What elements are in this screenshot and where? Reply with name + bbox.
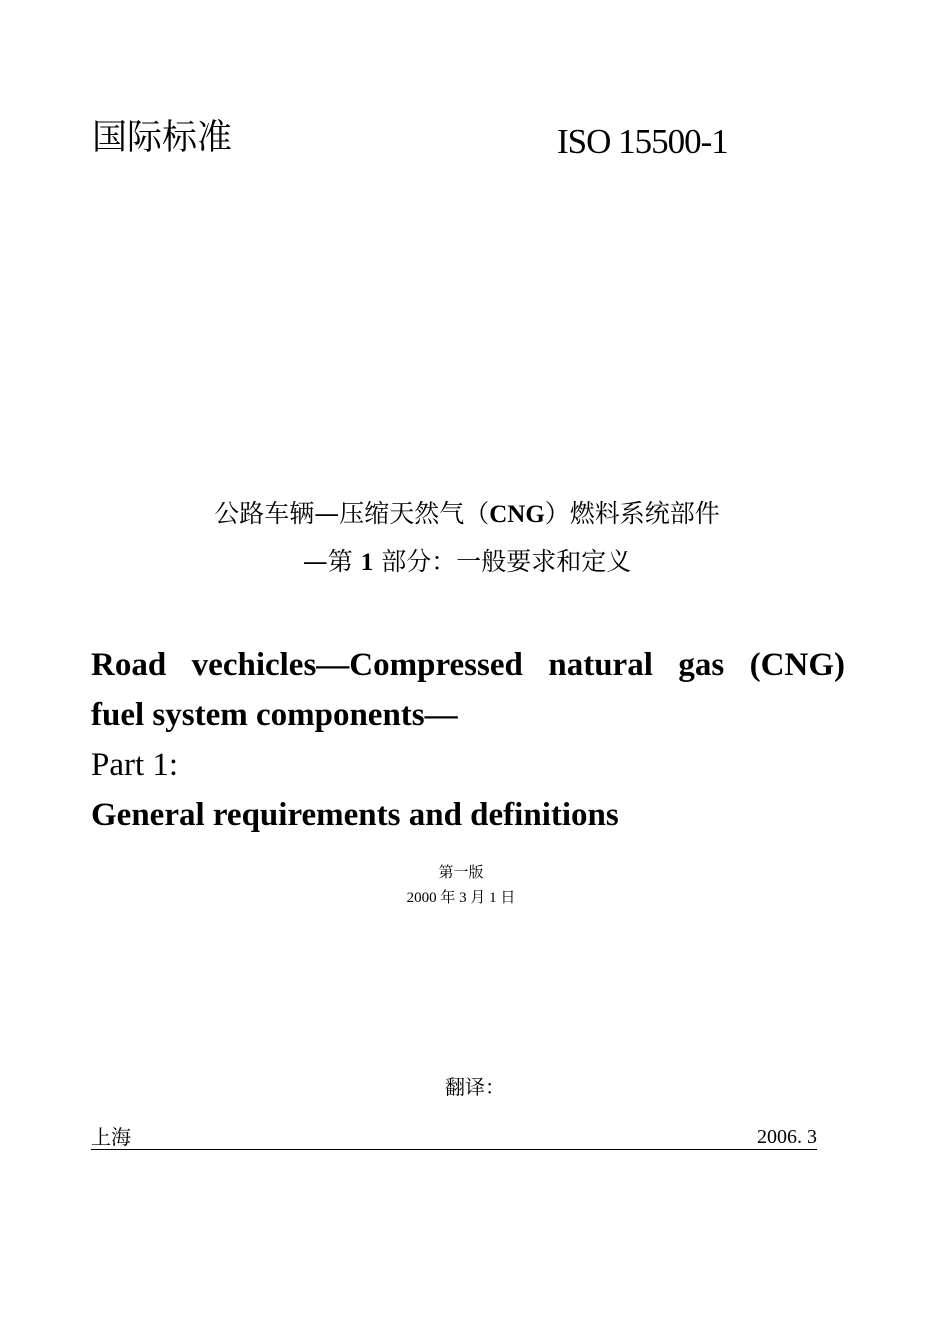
chinese-title-line-2-pre: —第 [302, 547, 361, 576]
chinese-title-line-2-post: 部分：一般要求和定义 [373, 547, 632, 576]
edition-label: 第一版 [438, 865, 484, 881]
english-title [91, 640, 845, 840]
chinese-title-line-2 [0, 545, 942, 580]
edition-date: 2000 年 3 月 1 日 [406, 890, 516, 906]
english-title-line-4: General requirements and definitions [91, 797, 619, 833]
chinese-title-part-number: 1 [360, 549, 374, 576]
chinese-title-abbr: CNG [489, 501, 545, 528]
chinese-title-line-1-pre: 公路车辆—压缩天然气（ [214, 499, 490, 528]
standard-number: ISO 15500-1 [557, 122, 728, 161]
english-title-part: Part 1: [91, 747, 179, 783]
chinese-title-line-1-post: ）燃料系统部件 [544, 499, 720, 528]
chinese-title-line-1 [0, 497, 942, 532]
footer-city: 上海 [91, 1125, 131, 1149]
footer-line [91, 1125, 817, 1150]
footer-date: 2006. 3 [757, 1126, 817, 1148]
english-title-line-2: fuel system components— [91, 697, 458, 733]
english-title-line-1: Road vechicles—Compressed natural gas (CNG) [91, 647, 845, 683]
translation-label: 翻译： [445, 1075, 505, 1099]
standard-label: 国际标准 [92, 118, 233, 158]
